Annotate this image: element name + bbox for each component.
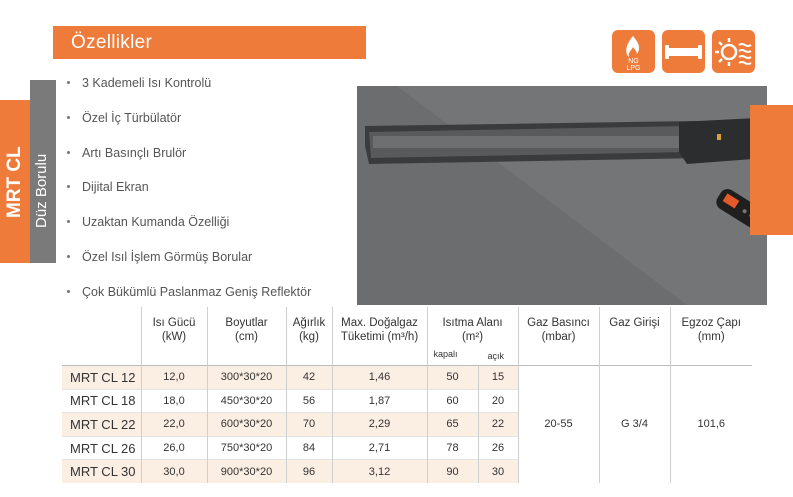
cell-exhaust: 101,6 [670,366,752,483]
heat-badge [712,30,755,73]
cell-gas: 1,46 [332,366,427,390]
cell-weight: 96 [286,460,332,483]
cell-gas: 3,12 [332,460,427,483]
section-header [53,26,366,59]
cell-weight: 70 [286,413,332,437]
accent-strip [750,105,793,235]
cell-area-open: 20 [478,389,518,413]
cell-area-open: 15 [478,366,518,390]
spec-table [62,307,752,483]
cell-area-closed: 50 [427,366,478,390]
heating-area-closed: kapalı [433,349,458,359]
cell-gas: 2,71 [332,436,427,460]
cell-power: 18,0 [141,389,207,413]
cell-weight: 56 [286,389,332,413]
heater-illustration [357,86,767,305]
cell-dims: 600*30*20 [207,413,286,437]
product-image-panel [357,86,767,305]
cell-model: MRT CL 22 [62,413,141,437]
cell-power: 26,0 [141,436,207,460]
cell-power: 22,0 [141,413,207,437]
header-dimensions: Boyutlar (cm) [207,307,286,366]
header-gas-consumption: Max. Doğalgaz Tüketimi (m³/h) [332,307,427,366]
header-heating-area [427,307,518,366]
product-model: MRT CL [4,146,25,218]
section-title: Özellikler [71,32,153,53]
cell-area-open: 30 [478,460,518,483]
tube-type-badge [662,30,705,73]
cell-power: 30,0 [141,460,207,483]
cell-area-closed: 90 [427,460,478,483]
heating-area-open: açık [487,351,505,361]
feature-item: Özel Isıl İşlem Görmüş Borular [60,242,360,277]
header-exhaust: Egzoz Çapı (mm) [670,307,752,366]
cell-gas-pressure: 20-55 [518,366,599,483]
feature-list [60,68,360,312]
header-gas-inlet: Gaz Girişi [599,307,670,366]
feature-item: Uzaktan Kumanda Özelliği [60,207,360,242]
feature-item: 3 Kademeli Isı Kontrolü [60,68,360,103]
feature-item: Dijital Ekran [60,172,360,207]
cell-model: MRT CL 30 [62,460,141,483]
cell-dims: 300*30*20 [207,366,286,390]
heat-radiation-icon [712,30,755,73]
cell-area-closed: 65 [427,413,478,437]
heating-area-label: Isıtma Alanı (m²) [442,317,503,343]
cell-area-open: 22 [478,413,518,437]
header-weight: Ağırlık (kg) [286,307,332,366]
cell-model: MRT CL 26 [62,436,141,460]
cell-area-closed: 60 [427,389,478,413]
feature-item: Artı Basınçlı Brulör [60,138,360,173]
cell-dims: 450*30*20 [207,389,286,413]
svg-text:LPG: LPG [626,65,641,72]
product-variant: Düz Borulu [33,153,50,228]
cell-area-open: 26 [478,436,518,460]
cell-area-closed: 78 [427,436,478,460]
svg-text:NG: NG [628,58,639,65]
feature-item: Çok Bükümlü Paslanmaz Geniş Reflektör [60,277,360,312]
table-row [62,366,752,390]
cell-gas-inlet: G 3/4 [599,366,670,483]
cell-weight: 42 [286,366,332,390]
flame-gas-icon [612,30,655,73]
header-heat-power: Isı Gücü (kW) [141,307,207,366]
header-gas-pressure: Gaz Basıncı (mbar) [518,307,599,366]
feature-item: Özel İç Türbülatör [60,103,360,138]
cell-dims: 900*30*20 [207,460,286,483]
gas-type-badge [612,30,655,73]
header-model [62,307,141,366]
cell-model: MRT CL 18 [62,389,141,413]
cell-weight: 84 [286,436,332,460]
cell-dims: 750*30*20 [207,436,286,460]
cell-model: MRT CL 12 [62,366,141,390]
straight-tube-icon [662,30,705,73]
cell-gas: 1,87 [332,389,427,413]
cell-power: 12,0 [141,366,207,390]
cell-gas: 2,29 [332,413,427,437]
